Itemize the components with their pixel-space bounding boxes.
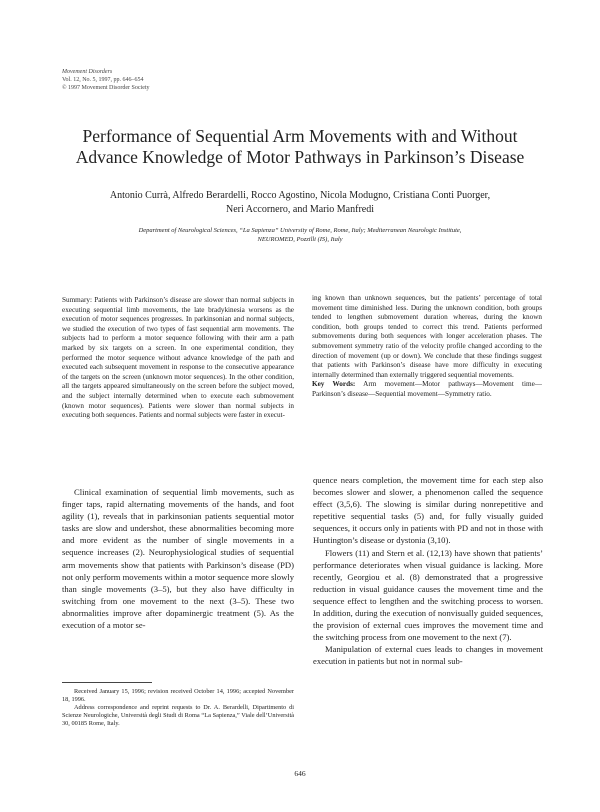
abstract-right-column	[312, 294, 542, 400]
author-list	[60, 189, 540, 217]
body-paragraph: Manipulation of external cues leads to changes in movement execution in patients but not in normal sub-	[313, 644, 543, 667]
body-paragraph: Clinical examination of sequential limb movements, such as finger taps, rapid alternating movements of the hands, and foot agility (1), reveals that in parkinsonian patients sequential motor tasks are slow and undershot, these abnormalities becoming more and more evident as the number of single movements in a sequence increases (2). Neurophysiological studies of sequential arm movements show that patients with Parkinson’s disease (PD) not only perform movements within a motor sequence more slowly than single movements (3–5), but they also have difficulty in switching from one movement to the next (3–5). These two abnormalities improve after dopaminergic treatment (5). As the execution of a motor se-	[62, 487, 294, 631]
keywords-list: Arm movement—Motor pathways—Movement time—Parkinson’s disease—Sequential movement—Symmetry ratio.	[312, 380, 542, 398]
footnote	[62, 688, 294, 728]
body-left-column	[62, 486, 294, 631]
volume-line: Vol. 12, No. 5, 1997, pp. 646–654	[62, 77, 144, 83]
paper-title	[40, 126, 560, 168]
page-number: 646	[294, 769, 306, 778]
abstract-text-left: Summary: Patients with Parkinson’s disease are slower than normal subjects in executing sequential limb movements, the late bradykinesia worsens as the execution of motor sequences progresses. In parkinsonian and normal subjects, we studied the execution of two types of fast sequential arm movements. The subjects had to perform a motor sequence following with their arm a path marked by six targets on a screen. In one experimental condition, they performed the motor sequence without advance knowledge of the path and executed each subsequent movement in response to the consecutive appearance of the targets on the screen (unknown motor sequences). In the other condition, all the targets appeared simultaneously on the screen before the subject moved, and the subject internally determined when to execute each submovement (known motor sequences). Patients were slower than normal subjects in executing both sequences. Patients and normal subjects were faster in execut-	[62, 296, 294, 420]
title-line-1: Performance of Sequential Arm Movements with and Without	[82, 126, 518, 146]
abstract-left-column	[62, 296, 294, 421]
authors-line-2: Neri Accornero, and Mario Manfredi	[226, 204, 374, 215]
journal-metadata	[62, 68, 150, 92]
title-line-2: Advance Knowledge of Motor Pathways in Parkinson’s Disease	[75, 147, 525, 167]
keywords	[312, 380, 542, 399]
footnote-divider	[62, 682, 152, 683]
journal-name: Movement Disorders	[62, 69, 113, 75]
correspondence-address: Address correspondence and reprint requests to Dr. A. Berardelli, Dipartimento di Scienze Neurologiche, Università degli Studi di Roma “La Sapienza,” Viale dell’Università 30, 00185 Rome, Italy.	[62, 704, 294, 727]
affiliation	[60, 226, 540, 244]
keywords-label: Key Words:	[312, 380, 356, 389]
affiliation-line-1: Department of Neurological Sciences, “La Sapienza” University of Rome, Rome, Italy; Mediterranean Neurologic Institute,	[138, 227, 462, 234]
copyright-line: © 1997 Movement Disorder Society	[62, 85, 150, 91]
received-dates: Received January 15, 1996; revision received October 14, 1996; accepted November 18, 1996.	[62, 688, 294, 703]
body-paragraph: Flowers (11) and Stern et al. (12,13) have shown that patients’ performance deteriorates when visual guidance is lacking. More recently, Georgiou et al. (8) demonstrated that a progressive reduction in visual guidance causes the movement time and the sequence effect to lengthen and the switching process to worsen. In addition, during the execution of nonvisually guided sequences, the provision of external cues improves the movement time and the switching process from one movement to the next (7).	[313, 547, 543, 643]
body-right-column	[313, 474, 543, 668]
body-paragraph: quence nears completion, the movement time for each step also becomes slower and slower, a phenomenon called the sequence effect (3,5,6). The slowing is similar during nonrepetitive and repetitive sequential tasks (5) and, for fully visually guided sequences, it occurs only in patients with PD and not in those with Huntington’s disease or dystonia (3,10).	[313, 475, 543, 546]
authors-line-1: Antonio Currà, Alfredo Berardelli, Rocco Agostino, Nicola Modugno, Cristiana Conti Puorger,	[109, 190, 491, 201]
abstract-text-right: ing known than unknown sequences, but the patients’ percentage of total movement time diminished less. During the unknown condition, both groups tended to lengthen submovement duration whereas, during the known condition, both groups tended to correct this trend. Patients performed submovements during both sequences with longer acceleration phases. The submovement symmetry ratio of the velocity profile changed according to the direction of movement (up or down). We conclude that these findings suggest that patients with Parkinson’s disease have more difficulty in executing internally determined than externally triggered sequential movements.	[312, 294, 542, 379]
affiliation-line-2: NEUROMED, Pozzilli (IS), Italy	[257, 236, 343, 243]
